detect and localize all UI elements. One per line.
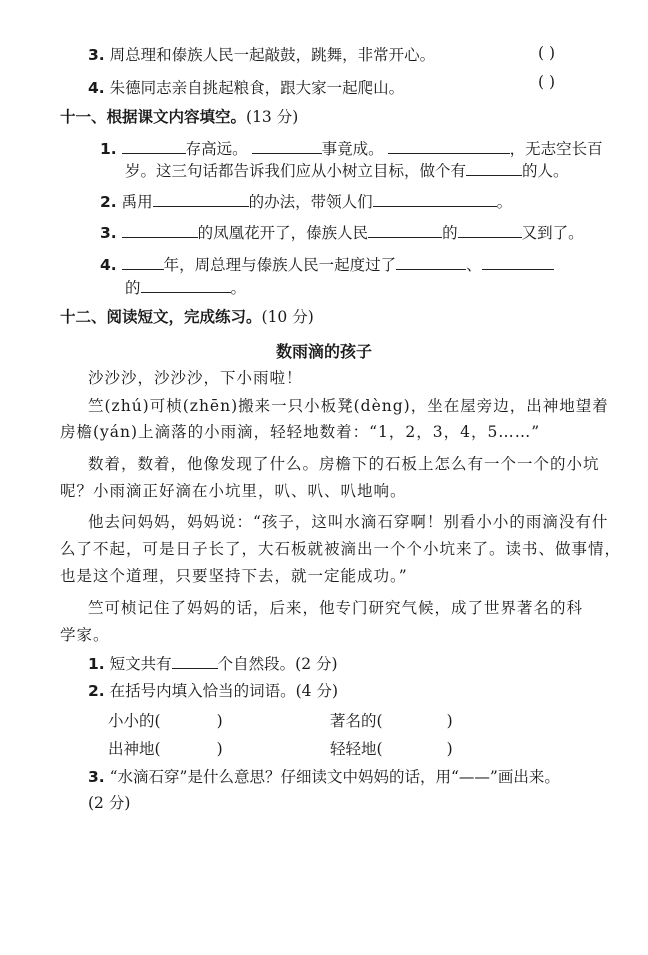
section-11-heading: 十一、根据课文内容填空。(13 分) [60, 108, 299, 126]
story-paragraph-2-line-1: 竺(zhú)可桢(zhēn)搬来一只小板凳(dèng)，坐在屋旁边，出神地望着 [88, 397, 609, 415]
fill-question-2: 2. 禹用 的办法，带领人们 。 [100, 193, 513, 211]
blank-4b[interactable] [396, 255, 466, 270]
story-title: 数雨滴的孩子 [275, 342, 372, 361]
story-paragraph-5-line-1: 竺可桢记住了妈妈的话，后来，他专门研究气候，成了世界著名的科 [88, 599, 584, 617]
blank-4d[interactable] [141, 278, 231, 293]
blank-1a[interactable] [122, 139, 186, 154]
story-paragraph-4-line-1: 他去问妈妈，妈妈说：“孩子，这叫水滴石穿啊！别看小小的雨滴没有什 [88, 513, 609, 531]
story-paragraph-1: 沙沙沙，沙沙沙，下小雨啦！ [88, 369, 303, 387]
blank-3c[interactable] [458, 223, 522, 238]
answer-bracket-4[interactable]: ( ) [538, 73, 556, 91]
story-paragraph-3-line-2: 呢？小雨滴正好滴在小坑里，叭、叭、叭地响。 [60, 482, 407, 500]
word-fill-1[interactable]: 小小的( ) [108, 712, 223, 730]
answer-bracket-3[interactable]: ( ) [538, 44, 556, 62]
fill-question-3: 3. 的凤凰花开了，傣族人民 的 又到了。 [100, 224, 584, 242]
word-fill-3[interactable]: 出神地( ) [108, 740, 223, 758]
blank-1d[interactable] [466, 161, 522, 176]
blank-1c[interactable] [388, 139, 510, 154]
blank-paragraph-count[interactable] [172, 654, 218, 669]
reading-question-3: 3. “水滴石穿”是什么意思？仔细读文中妈妈的话，用“——”画出来。 [88, 768, 560, 786]
reading-question-3-score: (2 分) [88, 794, 131, 812]
blank-1b[interactable] [252, 139, 322, 154]
reading-question-2: 2. 在括号内填入恰当的词语。(4 分) [88, 682, 339, 700]
blank-3b[interactable] [368, 223, 442, 238]
blank-4c[interactable] [482, 255, 554, 270]
story-paragraph-4-line-2: 么了不起，可是日子长了，大石板就被滴出一个个小坑来了。读书、做事情， [60, 540, 622, 558]
blank-2a[interactable] [153, 192, 249, 207]
blank-4a[interactable] [122, 255, 164, 270]
story-paragraph-4-line-3: 也是这个道理，只要坚持下去，就一定能成功。” [60, 567, 408, 585]
fill-question-1-cont: 岁。这三句话都告诉我们应从小树立目标，做个有 的人。 [125, 162, 569, 180]
question-4-true-false: 4. 朱德同志亲自挑起粮食，跟大家一起爬山。 [88, 79, 405, 97]
fill-question-1: 1. 存高远。 事竟成。 ，无志空长百 [100, 140, 603, 158]
story-paragraph-2-line-2: 房檐(yán)上滴落的小雨滴，轻轻地数着：“1，2，3，4，5……” [60, 423, 541, 441]
fill-question-4: 4. 年，周总理与傣族人民一起度过了 、 [100, 254, 554, 276]
story-paragraph-5-line-2: 学家。 [60, 626, 110, 644]
blank-3a[interactable] [122, 223, 198, 238]
story-paragraph-3-line-1: 数着，数着，他像发现了什么。房檐下的石板上怎么有一个一个的小坑 [88, 455, 600, 473]
word-fill-4[interactable]: 轻轻地( ) [330, 740, 453, 758]
reading-question-1: 1. 短文共有 个自然段。(2 分) [88, 655, 338, 673]
fill-question-4-cont: 的 。 [125, 279, 247, 297]
word-fill-2[interactable]: 著名的( ) [330, 712, 453, 730]
section-12-heading: 十二、阅读短文，完成练习。(10 分) [60, 308, 314, 326]
question-3-true-false: 3. 周总理和傣族人民一起敲鼓，跳舞，非常开心。 [88, 46, 436, 64]
blank-2b[interactable] [373, 192, 497, 207]
